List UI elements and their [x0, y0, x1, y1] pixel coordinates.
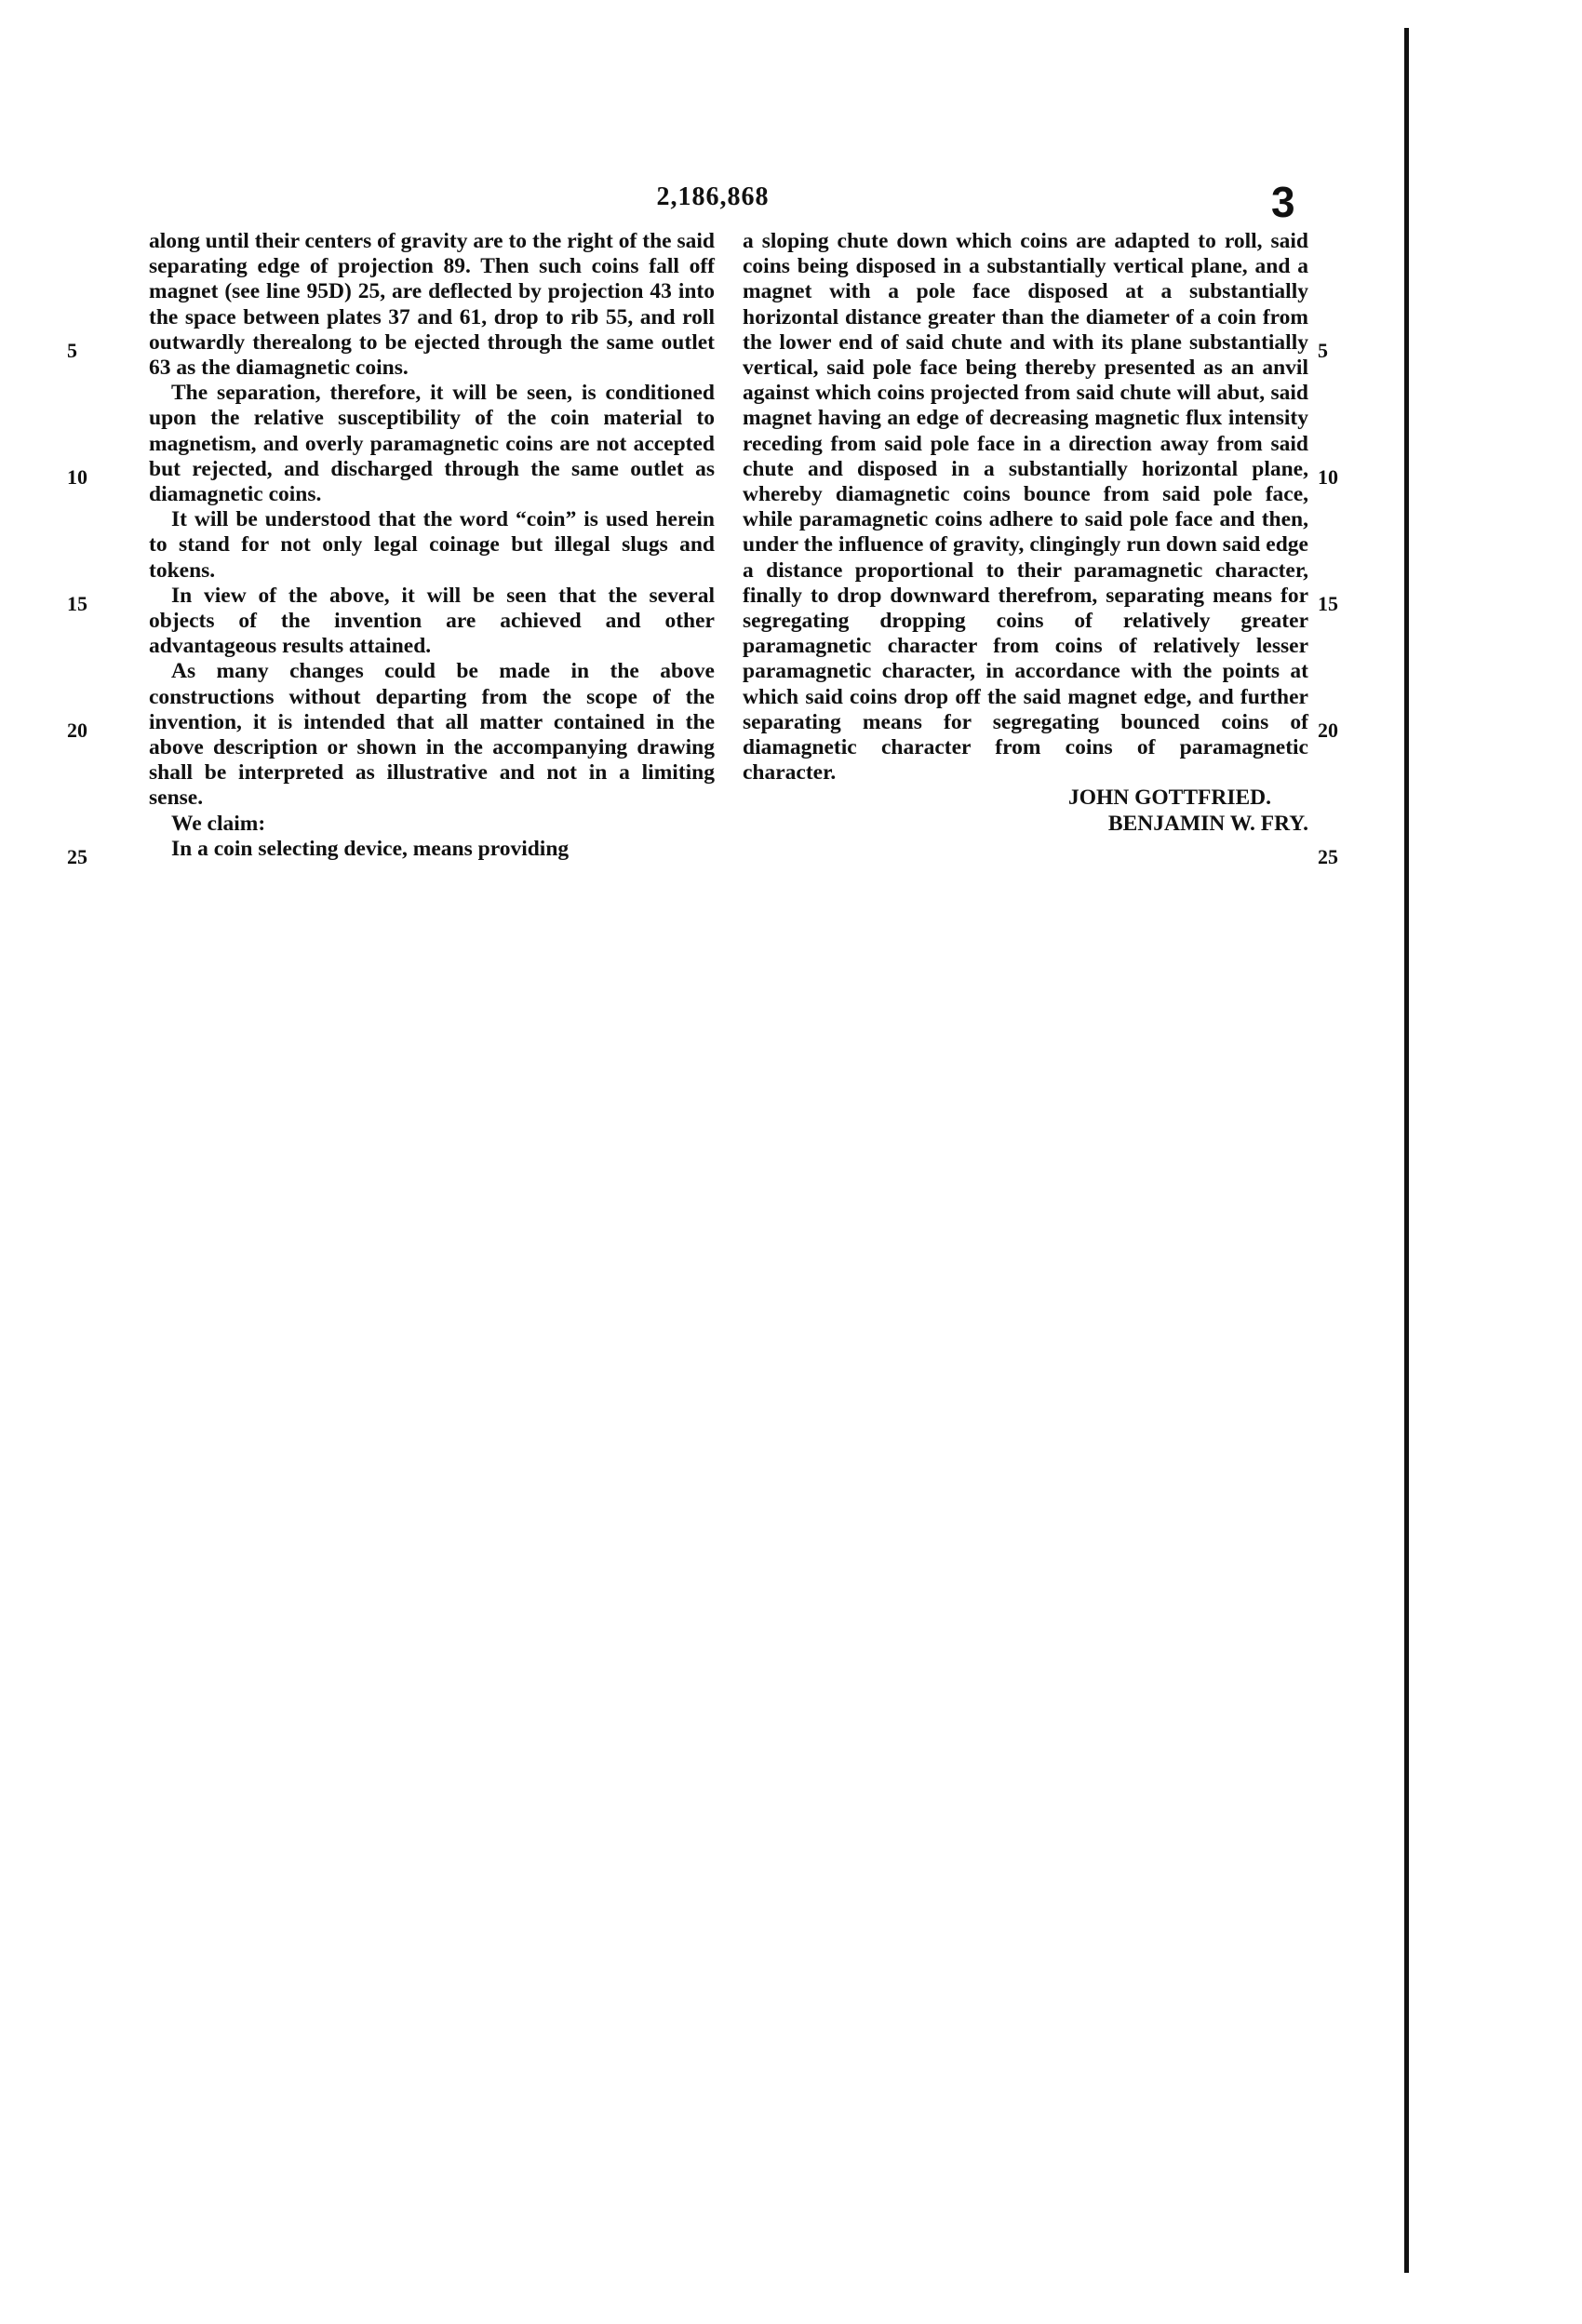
signature-1: JOHN GOTTFRIED. [1067, 786, 1271, 811]
left-paragraph-5: As many changes could be made in the above constructions without departing from the scope of the invention, it is intended that all matter contained in the above description or shown in the accompanying drawing shall be interpreted as illustrative and not in a limiting sense. [149, 659, 715, 811]
left-paragraph-2: The separation, therefore, it will be seen, is conditioned upon the relative susceptibility of the coin material to magnetism, and overly paramagnetic coins are not accepted but rejected, and discharged through the same outlet as diamagnetic coins. [149, 381, 715, 507]
left-paragraph-4: In view of the above, it will be seen that the several objects of the invention are achieved and other advantageous results attained. [149, 583, 715, 659]
line-number-left-15: 15 [67, 592, 87, 615]
claim-body: a sloping chute down which coins are adapted to roll, said coins being disposed in a substantially vertical plane, and a magnet with a pole face disposed at a substantially horizontal distance greater than the diameter of a coin from the lower end of said chute and with its plane substantially vertical, said pole face being thereby presented as an anvil against which coins projected from said chute will abut, said magnet having an edge of decreasing magnetic flux intensity receding from said pole face in a direction away from said chute and disposed in a substantially horizontal plane, whereby diamagnetic coins bounce from said pole face, while paramagnetic coins adhere to said pole face and then, under the influence of gravity, clingingly run down said edge a distance proportional to their paramagnetic character, finally to drop downward therefrom, separating means for segregating dropping coins of relatively greater paramagnetic character from coins of relatively lesser paramagnetic character, in accordance with the points at which said coins drop off the said magnet edge, and further separating means for segregating bounced coins of diamagnetic character from coins of paramagnetic character. [743, 229, 1308, 786]
left-paragraph-3: It will be understood that the word “coin” is used herein to stand for not only legal coinage but illegal slugs and tokens. [149, 507, 715, 583]
right-column [743, 229, 1308, 837]
claim-start: In a coin selecting device, means providing [171, 836, 570, 861]
page-number: 3 [1271, 178, 1295, 226]
patent-number: 2,186,868 [656, 182, 770, 211]
line-number-right-25: 25 [1318, 845, 1338, 868]
page-edge-rule [1404, 28, 1409, 2273]
left-paragraph-1: along until their centers of gravity are to the right of the said separating edge of projection 89. Then such coins fall off magnet (see line 95D) 25, are deflected by projection 43 into the space between plates 37 and 61, drop to rib 55, and roll outwardly therealong to be ejected through the same outlet 63 as the diamagnetic coins. [149, 229, 715, 381]
line-number-right-15: 15 [1318, 592, 1338, 615]
claim-intro: We claim: [171, 811, 266, 836]
line-number-left-5: 5 [67, 339, 77, 362]
line-number-right-10: 10 [1318, 465, 1338, 489]
line-number-left-25: 25 [67, 845, 87, 868]
signature-2: BENJAMIN W. FRY. [1107, 811, 1308, 836]
line-number-right-5: 5 [1318, 339, 1328, 362]
left-column [149, 229, 715, 862]
line-number-right-20: 20 [1318, 719, 1338, 742]
line-number-left-10: 10 [67, 465, 87, 489]
line-number-left-20: 20 [67, 719, 87, 742]
